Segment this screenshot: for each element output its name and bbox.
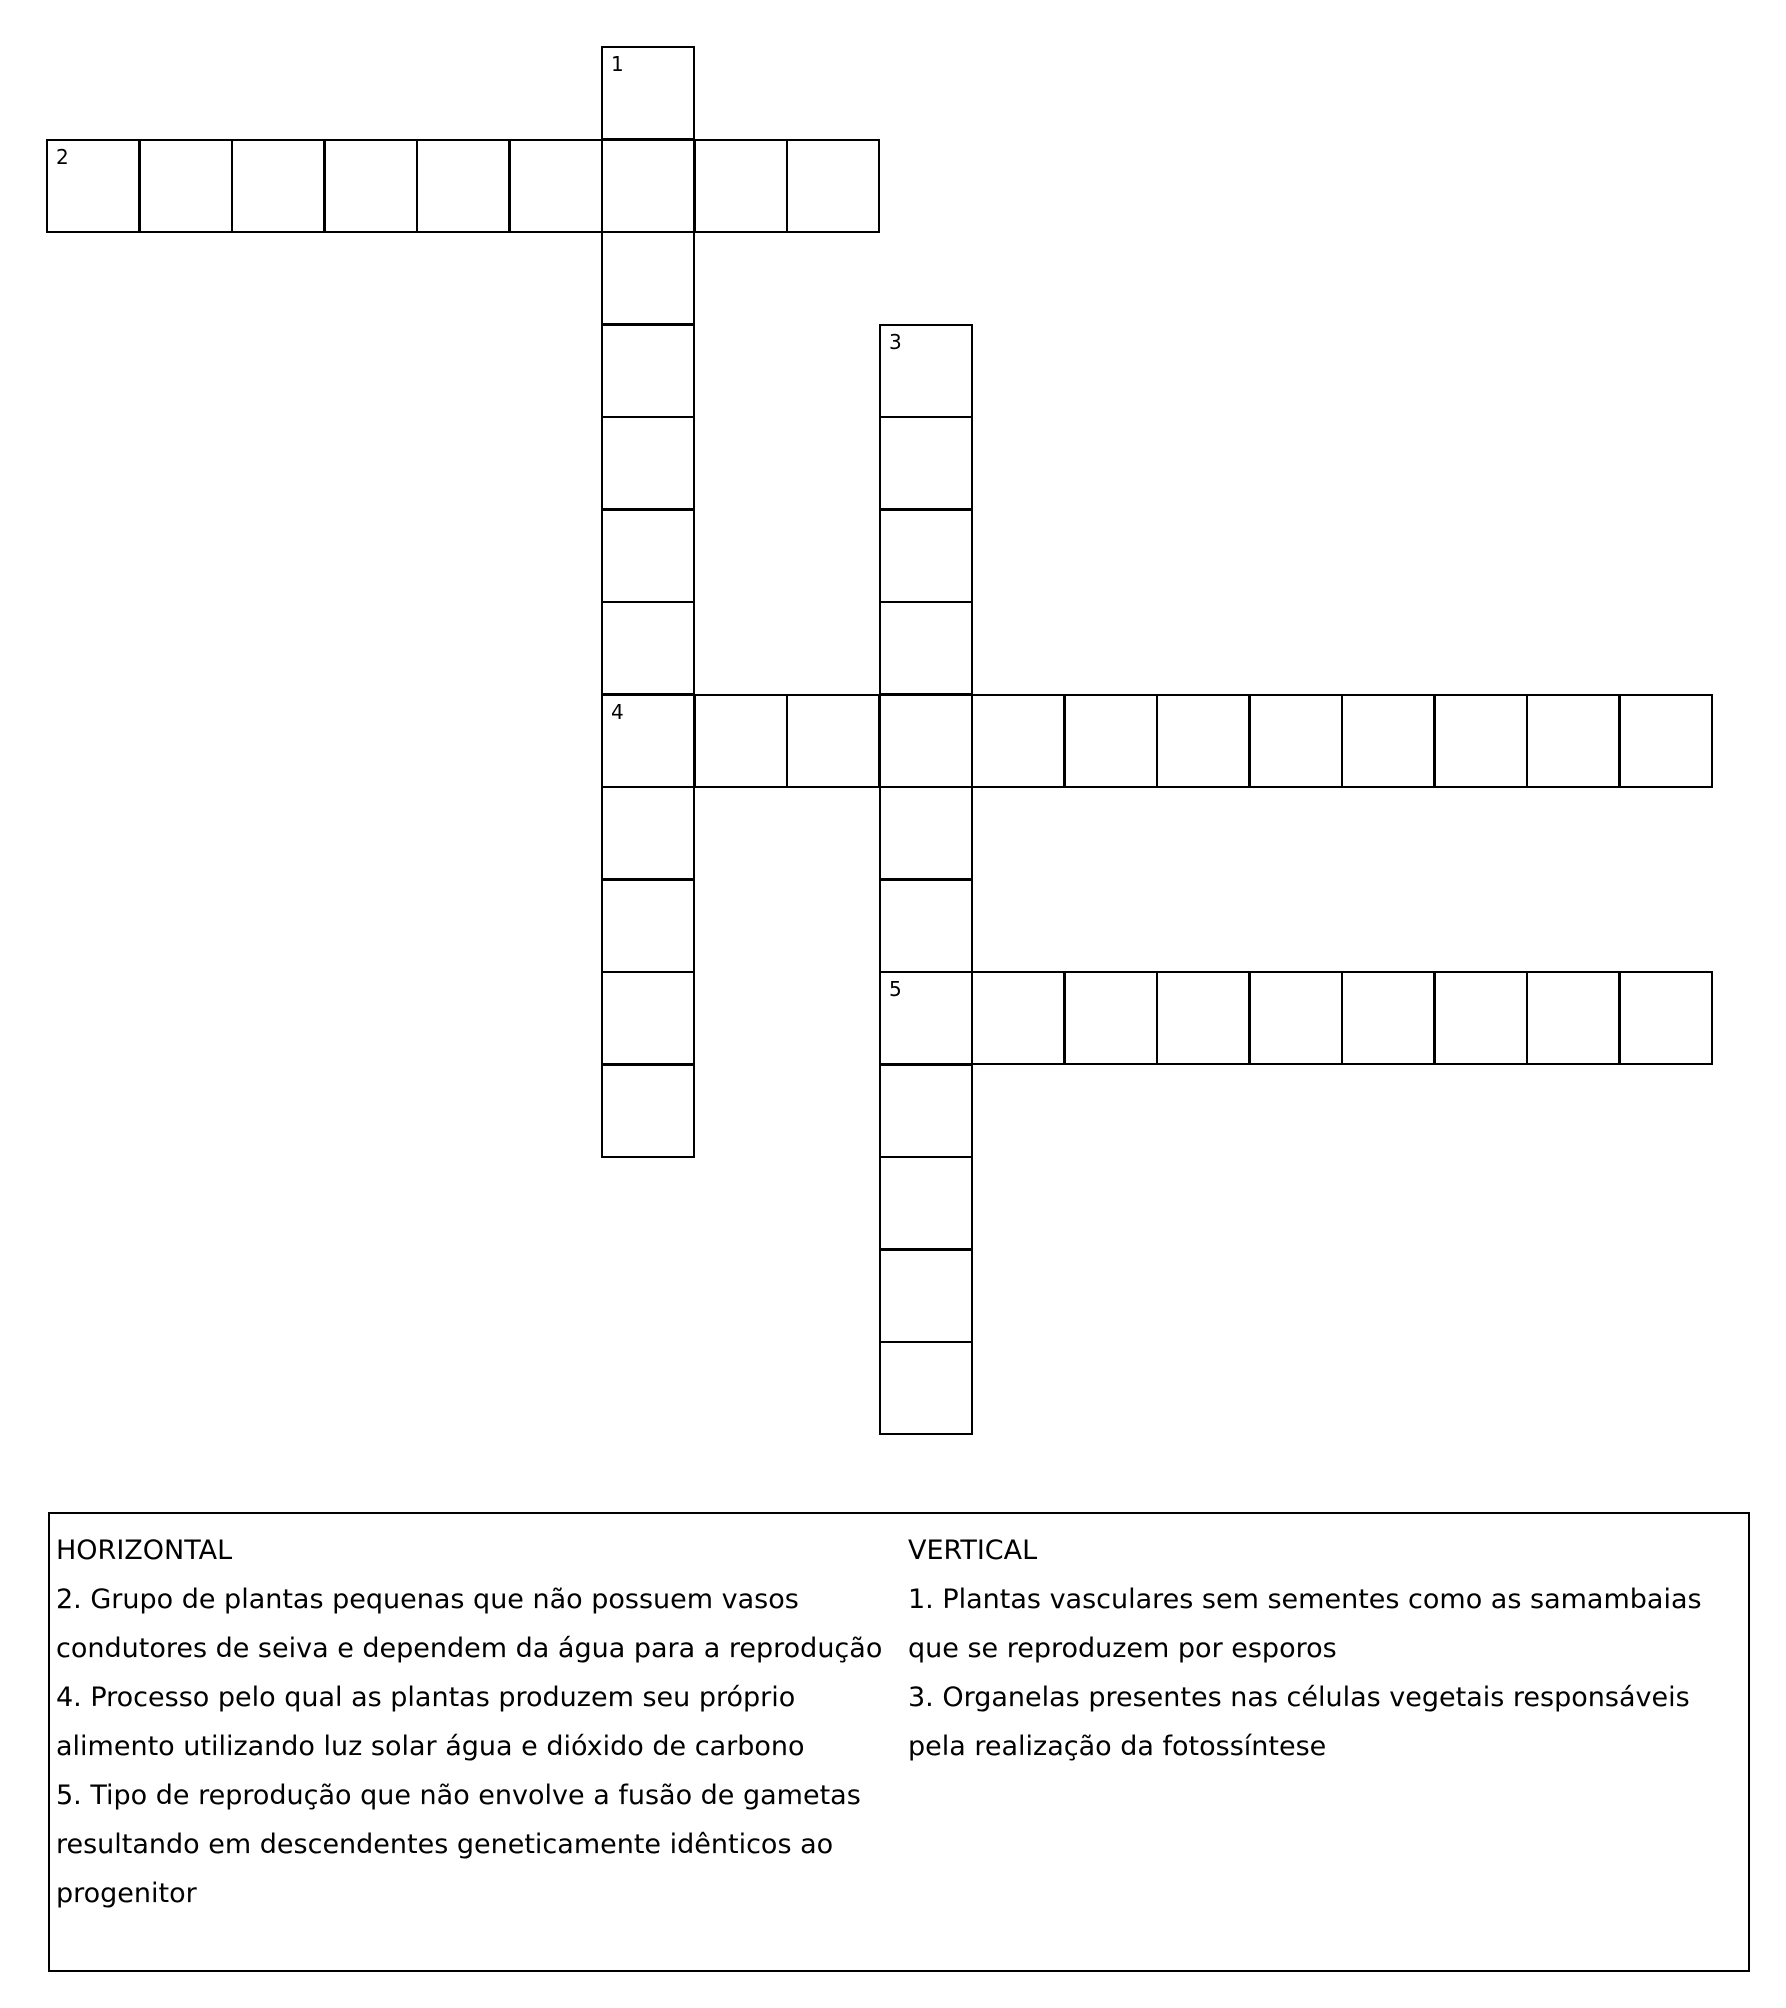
horizontal-clues — [56, 1526, 896, 1918]
clues-box — [48, 1512, 1750, 1972]
grid-cell[interactable] — [879, 1064, 973, 1158]
grid-cell[interactable] — [879, 694, 973, 788]
grid-cell[interactable] — [1064, 971, 1158, 1065]
vertical-heading: VERTICAL — [908, 1535, 1038, 1566]
grid-cell[interactable] — [879, 601, 973, 695]
grid-cell[interactable] — [1619, 694, 1713, 788]
grid-cell[interactable] — [1619, 971, 1713, 1065]
grid-cell[interactable] — [601, 879, 695, 973]
grid-cell[interactable] — [786, 694, 880, 788]
grid-cell[interactable] — [1249, 971, 1343, 1065]
grid-cell[interactable] — [694, 694, 788, 788]
grid-cell[interactable] — [879, 416, 973, 510]
clue-vertical-1: 1. Plantas vasculares sem sementes como as samambaias que se reproduzem por esporos — [908, 1584, 1702, 1664]
clue-horizontal-4: 4. Processo pelo qual as plantas produzem seu próprio alimento utilizando luz solar água e dióxido de carbono — [56, 1682, 805, 1762]
grid-cell[interactable] — [1434, 971, 1528, 1065]
grid-cell[interactable] — [601, 971, 695, 1065]
horizontal-heading: HORIZONTAL — [56, 1535, 233, 1566]
grid-cell[interactable] — [601, 786, 695, 880]
grid-cell[interactable] — [971, 694, 1065, 788]
grid-cell[interactable] — [971, 971, 1065, 1065]
clue-number: 3 — [889, 330, 902, 354]
grid-cell[interactable] — [879, 879, 973, 973]
grid-cell[interactable] — [601, 1064, 695, 1158]
grid-cell[interactable] — [139, 139, 233, 233]
grid-cell[interactable] — [879, 1249, 973, 1343]
grid-cell[interactable] — [786, 139, 880, 233]
grid-cell[interactable] — [879, 324, 973, 418]
clue-number: 4 — [611, 700, 624, 724]
grid-cell[interactable] — [879, 509, 973, 603]
grid-cell[interactable] — [1341, 694, 1435, 788]
grid-cell[interactable] — [601, 509, 695, 603]
grid-cell[interactable] — [601, 416, 695, 510]
grid-cell[interactable] — [1249, 694, 1343, 788]
grid-cell[interactable] — [1526, 971, 1620, 1065]
grid-cell[interactable] — [601, 231, 695, 325]
grid-cell[interactable] — [509, 139, 603, 233]
grid-cell[interactable] — [879, 786, 973, 880]
grid-cell[interactable] — [1064, 694, 1158, 788]
clue-number: 1 — [611, 52, 624, 76]
clue-horizontal-2: 2. Grupo de plantas pequenas que não possuem vasos condutores de seiva e dependem da água para a reprodução — [56, 1584, 883, 1664]
grid-cell[interactable] — [324, 139, 418, 233]
grid-cell[interactable] — [1156, 694, 1250, 788]
grid-cell[interactable] — [46, 139, 140, 233]
grid-cell[interactable] — [601, 601, 695, 695]
clue-vertical-3: 3. Organelas presentes nas células vegetais responsáveis pela realização da fotossíntese — [908, 1682, 1690, 1762]
vertical-clues — [908, 1526, 1738, 1771]
grid-cell[interactable] — [601, 694, 695, 788]
grid-cell[interactable] — [694, 139, 788, 233]
grid-cell[interactable] — [879, 1156, 973, 1250]
grid-cell[interactable] — [601, 46, 695, 140]
grid-cell[interactable] — [601, 324, 695, 418]
grid-cell[interactable] — [231, 139, 325, 233]
clue-number: 5 — [889, 977, 902, 1001]
clue-horizontal-5: 5. Tipo de reprodução que não envolve a fusão de gametas resultando em descendentes geneticamente idênticos ao progenitor — [56, 1780, 861, 1909]
grid-cell[interactable] — [1341, 971, 1435, 1065]
clue-number: 2 — [56, 145, 69, 169]
grid-cell[interactable] — [1526, 694, 1620, 788]
grid-cell[interactable] — [879, 1341, 973, 1435]
grid-cell[interactable] — [601, 139, 695, 233]
grid-cell[interactable] — [416, 139, 510, 233]
grid-cell[interactable] — [1156, 971, 1250, 1065]
grid-cell[interactable] — [879, 971, 973, 1065]
grid-cell[interactable] — [1434, 694, 1528, 788]
